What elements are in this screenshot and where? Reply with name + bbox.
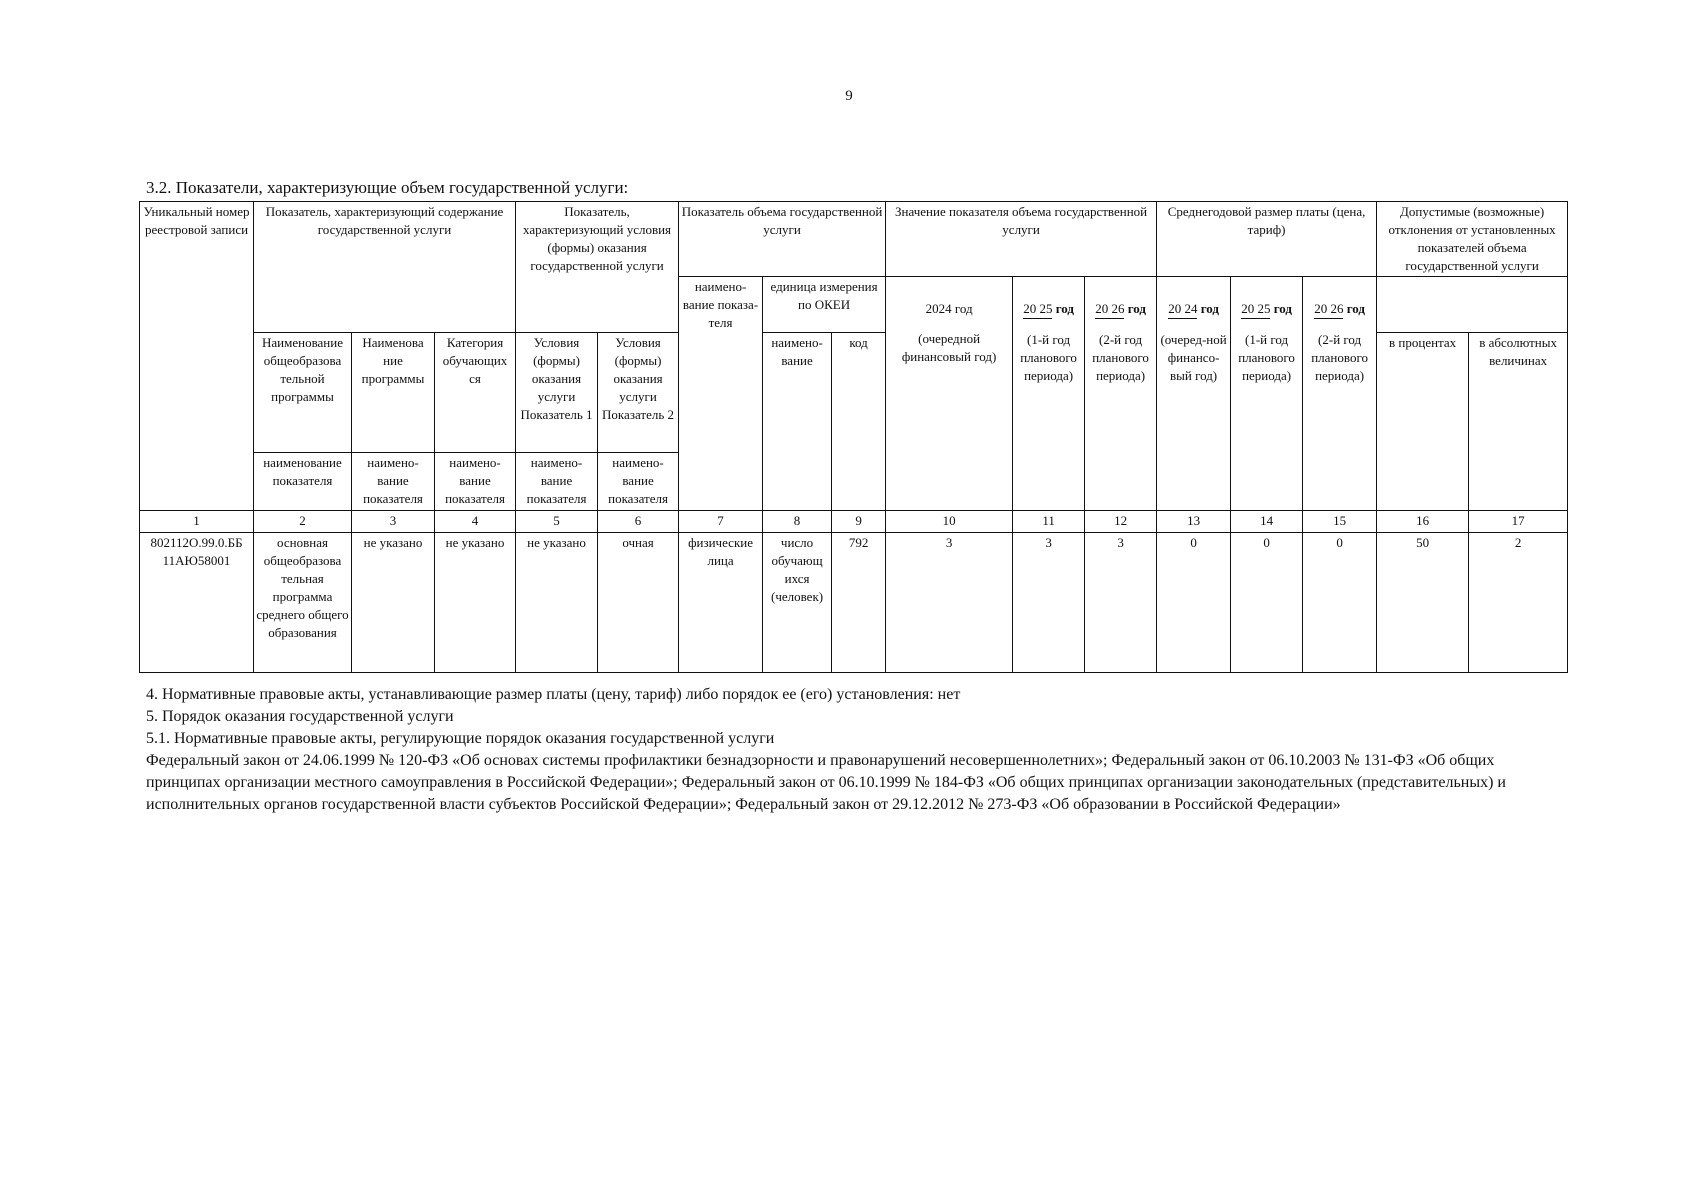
cell-fee-2024: 0	[1157, 533, 1231, 673]
header-unit-okei: единица измерения по ОКЕИ	[763, 277, 886, 333]
header-unit-name: наимено-вание	[763, 333, 832, 511]
cell-unit-name: число обучающ ихся (человек)	[763, 533, 832, 673]
fee-2025-year	[1233, 300, 1300, 319]
header-volume-indicator: Показатель объема государственной услуги	[679, 202, 886, 277]
header-deviations: Допустимые (возможные) отклонения от установленных показателей объема государственной услуги	[1377, 202, 1568, 277]
subheader-indicator-name-4: наимено-вание показателя	[435, 453, 516, 511]
header-fee-2024	[1157, 277, 1231, 511]
value-2025-word: год	[1055, 301, 1074, 316]
col-number: 15	[1303, 511, 1377, 533]
col-number: 1	[140, 511, 254, 533]
col-number: 7	[679, 511, 763, 533]
fee-2024-year	[1159, 300, 1228, 319]
fee-2026-sub: (2-й год планового периода)	[1311, 332, 1368, 383]
header-indicator-name: наимено-вание показа-теля	[679, 277, 763, 511]
cell-deviation-absolute: 2	[1469, 533, 1568, 673]
fee-2026-word: год	[1346, 301, 1365, 316]
header-value-2024	[886, 277, 1013, 511]
column-number-row	[140, 511, 1568, 533]
cell-value-2024: 3	[886, 533, 1013, 673]
value-2026-word: год	[1127, 301, 1146, 316]
cell-fee-2026: 0	[1303, 533, 1377, 673]
col-number: 5	[516, 511, 598, 533]
col-number: 11	[1013, 511, 1085, 533]
notes-section	[146, 684, 1566, 816]
value-2025-sub: (1-й год планового периода)	[1020, 332, 1077, 383]
note-regulating-acts: 5.1. Нормативные правовые акты, регулирующие порядок оказания государственной услуги	[146, 730, 775, 747]
header-program: Наименова ние программы	[352, 333, 435, 453]
fee-2025-sub: (1-й год планового периода)	[1238, 332, 1295, 383]
value-2024-year: 2024 год	[925, 301, 973, 316]
page-number: 9	[845, 88, 853, 104]
table-row	[140, 533, 1568, 673]
col-number: 12	[1085, 511, 1157, 533]
header-value-2026	[1085, 277, 1157, 511]
section-title: 3.2. Показатели, характеризующие объем государственной услуги:	[146, 178, 629, 197]
header-deviations-cont	[1377, 277, 1568, 333]
cell-program-name: основная общеобразова тельная программа среднего общего образования	[254, 533, 352, 673]
col-number: 16	[1377, 511, 1469, 533]
cell-program: не указано	[352, 533, 435, 673]
cell-deviation-percent: 50	[1377, 533, 1469, 673]
header-condition-2: Условия (формы) оказания услуги Показатель 2	[598, 333, 679, 453]
value-2025-number: 20 25	[1023, 300, 1052, 319]
fee-2024-word: год	[1200, 301, 1219, 316]
header-student-category: Категория обучающих ся	[435, 333, 516, 453]
cell-condition-2: очная	[598, 533, 679, 673]
col-number: 10	[886, 511, 1013, 533]
col-number: 3	[352, 511, 435, 533]
cell-condition-1: не указано	[516, 533, 598, 673]
header-deviation-percent: в процентах	[1377, 333, 1469, 511]
value-2024-sub: (очередной финансовый год)	[901, 331, 997, 364]
header-volume-value: Значение показателя объема государственной услуги	[886, 202, 1157, 277]
cell-unit-code: 792	[832, 533, 886, 673]
header-conditions-indicator: Показатель, характеризующий условия (формы) оказания государственной услуги	[516, 202, 679, 333]
col-number: 9	[832, 511, 886, 533]
col-number: 14	[1231, 511, 1303, 533]
note-service-procedure: 5. Порядок оказания государственной услуги	[146, 708, 454, 725]
header-content-indicator: Показатель, характеризующий содержание государственной услуги	[254, 202, 516, 333]
col-number: 17	[1469, 511, 1568, 533]
fee-2024-sub: (очеред-ной финансо-вый год)	[1160, 332, 1227, 383]
note-federal-laws: Федеральный закон от 24.06.1999 № 120-ФЗ «Об основах системы профилактики безнадзорности и правонарушений несовершеннолетних»; Федеральный закон от 06.10.2003 № 131-ФЗ «Об общих принципах организации местного самоуправления в Российской Федерации»; Федеральный закон от 06.10.1999 № 184-ФЗ «Об общих принципах организации законодательных (представительных) и исполнительных органов государственной власти субъектов Российской Федерации»; Федеральный закон от 29.12.2012 № 273-ФЗ «Об образовании в Российской Федерации»	[146, 752, 1506, 813]
subheader-indicator-name-5: наимено-вание показателя	[516, 453, 598, 511]
header-fee-2026	[1303, 277, 1377, 511]
col-number: 4	[435, 511, 516, 533]
col-number: 6	[598, 511, 679, 533]
note-fee-acts: 4. Нормативные правовые акты, устанавливающие размер платы (цену, тариф) либо порядок ее (его) установления: нет	[146, 686, 961, 703]
cell-fee-2025: 0	[1231, 533, 1303, 673]
header-registry-number: Уникальный номер реестровой записи	[140, 202, 254, 511]
cell-value-2025: 3	[1013, 533, 1085, 673]
header-value-2025	[1013, 277, 1085, 511]
fee-2025-word: год	[1273, 301, 1292, 316]
col-number: 2	[254, 511, 352, 533]
cell-value-2026: 3	[1085, 533, 1157, 673]
col-number: 8	[763, 511, 832, 533]
cell-student-category: не указано	[435, 533, 516, 673]
value-2026-sub: (2-й год планового периода)	[1092, 332, 1149, 383]
fee-2024-number: 20 24	[1168, 300, 1197, 319]
volume-indicators-table	[139, 201, 1568, 673]
col-number: 13	[1157, 511, 1231, 533]
subheader-indicator-name-3: наимено-вание показателя	[352, 453, 435, 511]
header-condition-1: Условия (формы) оказания услуги Показатель 1	[516, 333, 598, 453]
header-average-fee: Среднегодовой размер платы (цена, тариф)	[1157, 202, 1377, 277]
subheader-indicator-name-6: наимено-вание показателя	[598, 453, 679, 511]
fee-2025-number: 20 25	[1241, 300, 1270, 319]
header-fee-2025	[1231, 277, 1303, 511]
fee-2026-year	[1305, 300, 1374, 319]
fee-2026-number: 20 26	[1314, 300, 1343, 319]
value-2025-year	[1015, 300, 1082, 319]
cell-indicator-name: физические лица	[679, 533, 763, 673]
value-2026-year	[1087, 300, 1154, 319]
header-deviation-absolute: в абсолютных величинах	[1469, 333, 1568, 511]
header-program-name: Наименование общеобразова тельной программы	[254, 333, 352, 453]
subheader-indicator-name-2: наименование показателя	[254, 453, 352, 511]
cell-registry-number: 802112О.99.0.ББ 11АЮ58001	[140, 533, 254, 673]
header-unit-code: код	[832, 333, 886, 511]
value-2026-number: 20 26	[1095, 300, 1124, 319]
